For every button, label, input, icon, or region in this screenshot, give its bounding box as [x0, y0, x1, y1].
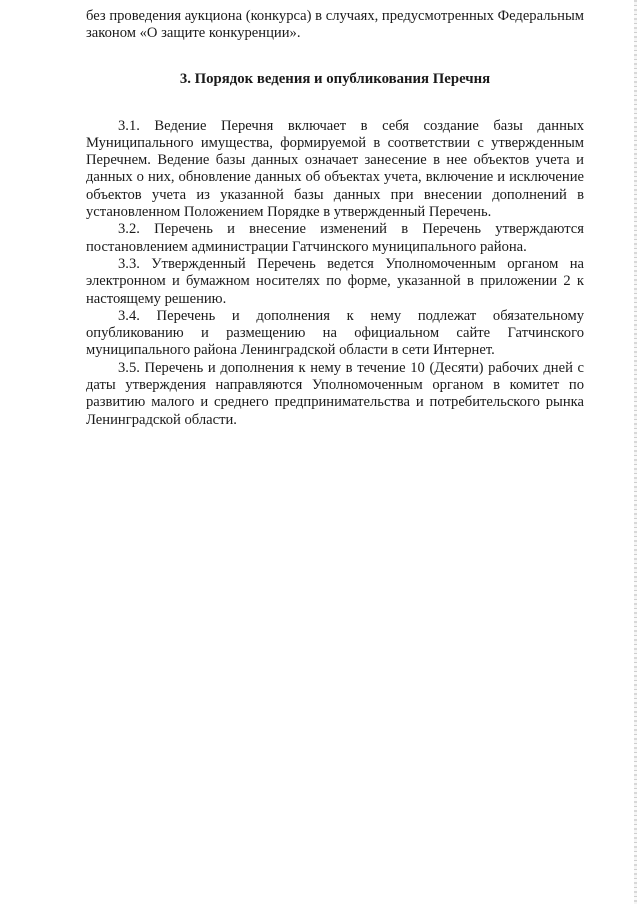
paragraph-3-2: 3.2. Перечень и внесение изменений в Перечень утверждаются постановлением администрации Гатчинского муниципального района.: [86, 221, 584, 255]
scan-edge-artifact: [634, 0, 637, 904]
intro-paragraph: без проведения аукциона (конкурса) в случаях, предусмотренных Федеральным законом «О защите конкуренции».: [86, 8, 584, 42]
paragraph-3-5: 3.5. Перечень и дополнения к нему в течение 10 (Десяти) рабочих дней с даты утверждения направляются Уполномоченным органом в комитет по развитию малого и среднего предпринимательства и потребительского рынка Ленинградской области.: [86, 359, 584, 428]
document-body: [86, 8, 584, 429]
paragraph-3-4: 3.4. Перечень и дополнения к нему подлежат обязательному опубликованию и размещению на официальном сайте Гатчинского муниципального района Ленинградской области в сети Интернет.: [86, 307, 584, 359]
section-heading: 3. Порядок ведения и опубликования Перечня: [179, 70, 491, 87]
paragraph-3-1: 3.1. Ведение Перечня включает в себя создание базы данных Муниципального имущества, формируемой в соответствии с утвержденным Перечнем. Ведение базы данных означает занесение в нее объектов учета и данных о них, обновление данных об объектах учета, включение и исключение объектов учета из указанной базы данных при внесении дополнений в установленном Положением Порядке в утвержденный Перечень.: [86, 117, 584, 221]
paragraph-3-3: 3.3. Утвержденный Перечень ведется Уполномоченным органом на электронном и бумажном носителях по форме, указанной в приложении 2 к настоящему решению.: [86, 255, 584, 307]
